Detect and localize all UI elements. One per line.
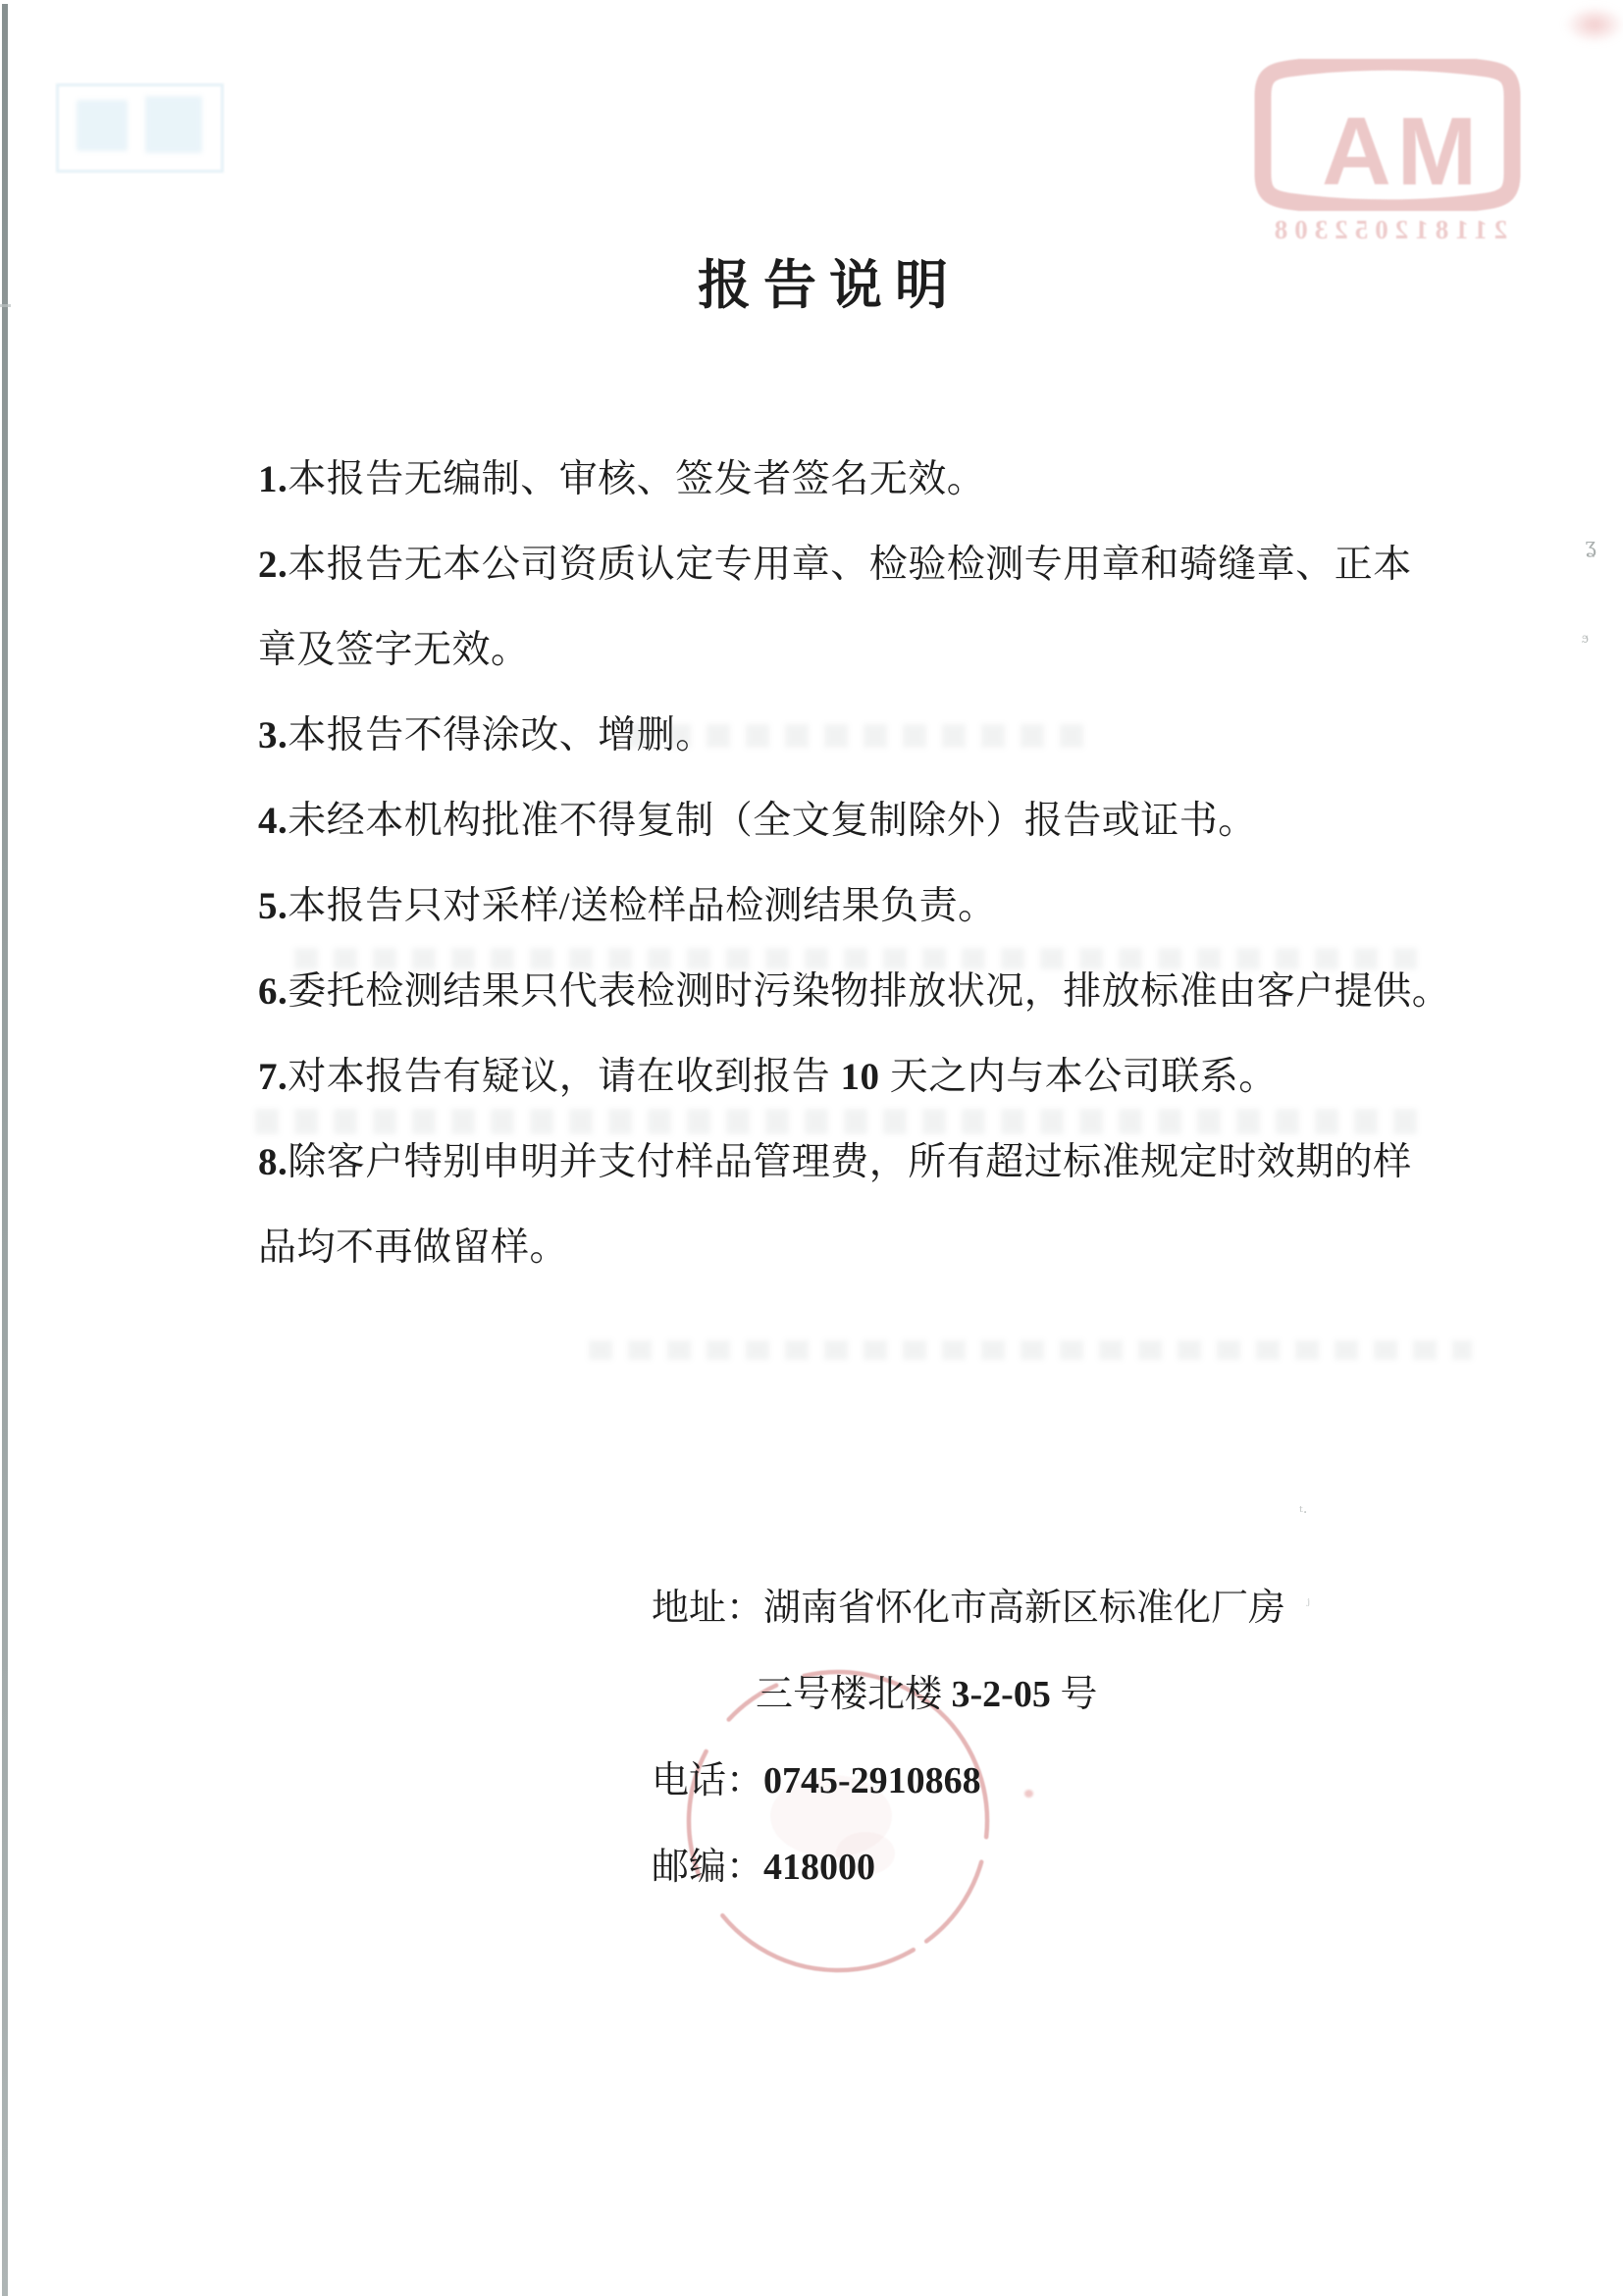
bold-text-segment: 3. (258, 714, 288, 757)
text-segment: 地址：湖南省怀化市高新区标准化厂房 (652, 1588, 1286, 1629)
text-segment: 品均不再做留样。 (258, 1226, 569, 1269)
text-segment: 章及签字无效。 (258, 629, 530, 671)
contact-line (652, 1565, 1285, 1651)
faint-logo-watermark (56, 83, 224, 173)
bold-text-segment: 6. (258, 970, 288, 1013)
bold-text-segment: 3-2-05 (951, 1674, 1051, 1715)
report-notes-list (258, 437, 1534, 1290)
watermark-glyph-blob (145, 96, 202, 153)
scan-edge-line (2, 4, 8, 2296)
cma-letters: MA (1315, 97, 1478, 205)
text-segment: 三号楼北楼 (756, 1674, 952, 1715)
text-segment: 对本报告有疑议，请在收到报告 (288, 1056, 841, 1098)
note-line (258, 522, 1534, 607)
text-segment: 天之内与本公司联系。 (879, 1056, 1278, 1098)
bleedthrough-ghost-text (628, 724, 1089, 748)
text-segment: 委托检测结果只代表检测时污染物排放状况，排放标准由客户提供。 (288, 970, 1451, 1013)
bold-text-segment: 8. (258, 1141, 288, 1183)
bold-text-segment: 1. (258, 458, 288, 500)
text-segment: 本报告不得涂改、增删。 (288, 714, 714, 757)
contact-line (652, 1824, 1285, 1910)
scan-speck: ʓ (1585, 534, 1597, 557)
watermark-glyph-blob (77, 100, 128, 151)
text-segment: 本报告无本公司资质认定专用章、检验检测专用章和骑缝章、正本 (288, 544, 1412, 586)
bold-text-segment: 2. (258, 544, 288, 586)
scan-speck: ʲ (1306, 1595, 1310, 1613)
bold-text-segment: 5. (258, 885, 288, 927)
bold-text-segment: 4. (258, 800, 288, 842)
cma-logo-band (1253, 59, 1522, 211)
text-segment: 本报告只对采样/送检样品检测结果负责。 (288, 885, 997, 927)
text-segment: 号 (1050, 1674, 1098, 1715)
bold-text-segment: 10 (840, 1056, 880, 1098)
page-title: 报告说明 (698, 256, 961, 315)
cma-stamp-number: 211812052308 (1267, 215, 1508, 244)
cma-stamp-bleedthrough (1253, 59, 1522, 260)
scan-speck: ᵗ· (1299, 1503, 1308, 1521)
bold-text-segment: 7. (258, 1056, 288, 1098)
contact-line (652, 1651, 1285, 1738)
note-line (258, 1205, 1534, 1290)
text-segment: 未经本机构批准不得复制（全文复制除外）报告或证书。 (288, 800, 1257, 842)
contact-info-block (652, 1565, 1285, 1910)
note-line (258, 863, 1534, 949)
red-ink-smudge (1564, 6, 1623, 43)
note-line (258, 778, 1534, 863)
text-segment: 邮编： (652, 1847, 764, 1888)
note-line (258, 1034, 1534, 1120)
bold-text-segment: 0745-2910868 (763, 1760, 981, 1801)
text-segment: 除客户特别申明并支付样品管理费，所有超过标准规定时效期的样 (288, 1141, 1412, 1183)
bleedthrough-ghost-text (589, 1340, 1472, 1360)
bold-text-segment: 418000 (763, 1847, 876, 1888)
contact-line (652, 1738, 1285, 1824)
scan-edge-tick (0, 304, 11, 307)
text-segment: 电话： (652, 1760, 764, 1801)
note-line (258, 437, 1534, 522)
bleedthrough-ghost-text (255, 1109, 1433, 1134)
scan-speck: ϧ (1582, 628, 1590, 647)
bleedthrough-ghost-text (294, 948, 1423, 969)
note-line (258, 607, 1534, 693)
text-segment: 本报告无编制、审核、签发者签名无效。 (288, 458, 986, 500)
